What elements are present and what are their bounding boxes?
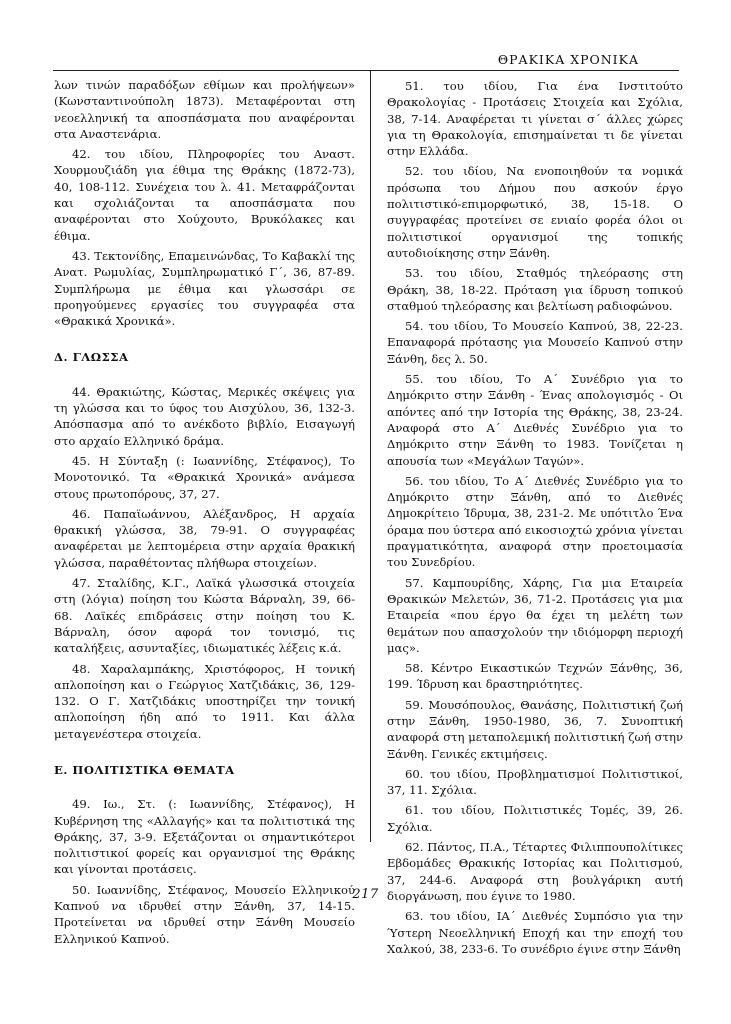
entry-52: 52. του ιδίου, Να ενοποιηθούν τα νομικά πρόσωπα του Δήμου που ασκούν έργο πολιτιστικό-επιμορφωτικό, 38, 15-18. Ο συγγραφέας προτείνει σε ενιαίο φορέα όλοι οι πολιτιστικοί οργανισμοί της τοπικής αυτοδιοίκησης στην Ξάνθη. — [387, 164, 683, 260]
entry-51: 51. του ιδίου, Για ένα Ινστιτούτο Θρακολογίας - Προτάσεις Στοιχεία και Σχόλια, 38, 7-14. Αναφέρεται τι γίνεται σ΄ άλλες χώρες για τη Θρακολογία, επισημαίνεται τι δε γίνεται στην Ελλάδα. — [387, 79, 683, 159]
entry-56: 56. του ιδίου, Το Α΄ Διεθνές Συνέδριο για το Δημόκριτο στην Ξάνθη, από το Διεθνές Δημοκρίτειο Ίδρυμα, 38, 231-2. Με υπότιτλο Ένα όραμα που ύστερα από εικοσιοχτώ χρόνια γίνεται πραγματικότητα, αναφορά στην προετοιμασία του Συνεδρίου. — [387, 473, 683, 570]
entry-44: 44. Θρακιώτης, Κώστας, Μερικές σκέψεις για τη γλώσσα και το ύφος του Αισχύλου, 36, 132-3. Απόσπασμα από το ανέκδοτο βιβλίο, Εισαγωγή στο αρχαίο Ελληνικό δράμα. — [54, 384, 355, 448]
entry-48: 48. Χαραλαμπάκης, Χριστόφορος, Η τονική απλοποίηση και ο Γεώργιος Χατζιδάκις, 36, 129-132. Ο Γ. Χατζιδάκις υποστηρίζει την τονική απλοποίηση ήδη από το 1911. Και άλλα μεταγενέστερα στοιχεία. — [54, 661, 355, 741]
entry-45: 45. Η Σύνταξη (: Ιωαννίδης, Στέφανος), Το Μονοτονικό. Τα «Θρακικά Χρονικά» ανάμεσα στους πρωτοπόρους, 37, 27. — [54, 453, 355, 501]
entry-50: 50. Ιωαννίδης, Στέφανος, Μουσείο Ελληνικού Καπνού να ιδρυθεί στην Ξάνθη, 37, 14-15. Προτείνεται να ιδρυθεί στην Ξάνθη Μουσείο Ελληνικού Καπνού. — [54, 882, 355, 946]
section-heading-cultural: Ε. ΠΟΛΙΤΙΣΤΙΚΑ ΘΕΜΑΤΑ — [54, 762, 235, 777]
entry-61: 61. του ιδίου, Πολιτιστικές Τομές, 39, 26. Σχόλια. — [387, 803, 683, 834]
entry-62: 62. Πάντος, Π.Α., Τέταρτες Φιλιππουπολίτικες Εβδομάδες Θρακικής Ιστορίας και Πολιτισμού, 37, 244-6. Αναφορά στη βουλγάρικη αυτή διοργάνωση, που έγινε το 1980. — [387, 840, 683, 903]
page-number: 217 — [352, 887, 379, 902]
entry-58: 58. Κέντρο Εικαστικών Τεχνών Ξάνθης, 36, 199. Ίδρυση και δραστηριότητες. — [387, 661, 683, 692]
entry-57: 57. Καμπουρίδης, Χάρης, Για μια Εταιρεία Θρακικών Μελετών, 36, 71-2. Προτάσεις για μια Εταιρεία «που έργο θα έχει τη μελέτη των θεμάτων που απασχολούν την ιδιόμορφη περιοχή μας». — [387, 575, 683, 655]
entry-42: 42. του ιδίου, Πληροφορίες του Αναστ. Χουρμουζιάδη για έθιμα της Θράκης (1872-73), 40, 108-112. Συνέχεια του λ. 41. Μεταφράζονται και σχολιάζονται τα αποσπάσματα που αναφέρονται στο Χούχουτο, Βρυκόλακες και έθιμα. — [54, 147, 355, 243]
entry-54: 54. του ιδίου, Το Μουσείο Καπνού, 38, 22-23. Επαναφορά πρότασης για Μουσείο Καπνού στην Ξάνθη, δες λ. 50. — [387, 319, 683, 366]
entry-43: 43. Τεκτονίδης, Επαμεινώνδας, Το Καβακλί της Ανατ. Ρωμυλίας, Συμπληρωματικό Γ΄, 36, 87-89. Συμπλήρωμα με έθιμα και γλωσσάρι σε προηγούμενες εργασίες του συγγραφέα στα «Θρακικά Χρονικά». — [54, 248, 355, 329]
entry-49: 49. Ιω., Στ. (: Ιωαννίδης, Στέφανος), Η Κυβέρνηση της «Αλλαγής» και τα πολιτιστικά της Θράκης, 37, 3-9. Εξετάζονται οι σημαντικότεροι πολιτιστικοί φορείς και οργανισμοί της Θράκης και γίνονται προτάσεις. — [54, 797, 355, 877]
journal-title: ΘΡΑΚΙΚΑ ΧΡΟΝΙΚΑ — [497, 52, 639, 67]
entry-55: 55. του ιδίου, Το Α΄ Συνέδριο για το Δημόκριτο στην Ξάνθη - Ένας απολογισμός - Οι απόντες από την Ιστορία της Θράκης, 38, 23-24. Αναφορά στο Α΄ Διεθνές Συνέδριο για το Δημόκριτο στην Ξάνθη το 1983. Τονίζεται η απουσία των «Μεγάλων Ταγών». — [387, 372, 683, 468]
entry-63: 63. του ιδίου, ΙΑ΄ Διεθνές Συμπόσιο για την Ύστερη Νεοελληνική Εποχή και την εποχή του Χαλκού, 38, 233-6. Το συνέδριο έγινε στην Ξάνθη — [387, 909, 683, 956]
column-divider — [370, 70, 371, 842]
entry-59: 59. Μουσόπουλος, Θανάσης, Πολιτιστική ζωή στην Ξάνθη, 1950-1980, 36, 7. Συνοπτική αναφορά στη μεταπολεμική πολιτιστική ζωή στην Ξάνθη. Γενικές εκτιμήσεις. — [387, 697, 683, 761]
entry-60: 60. του ιδίου, Προβληματισμοί Πολιτιστικοί, 37, 11. Σχόλια. — [387, 766, 683, 798]
running-header — [53, 8, 679, 71]
entry-53: 53. του ιδίου, Σταθμός τηλεόρασης στη Θράκη, 38, 18-22. Πρόταση για ίδρυση τοπικού σταθμού τηλεόρασης και βελτίωση ραδιοφώνου. — [387, 266, 683, 313]
entry-47: 47. Σταλίδης, Κ.Γ., Λαϊκά γλωσσικά στοιχεία στη (λόγια) ποίηση του Κώστα Βάρναλη, 39, 66-68. Λαϊκές επιδράσεις στην ποίηση του Κ. Βάρναλη, όσον αφορά τον τονισμό, τις καταλήξεις, ασυνταξίες, ιδιωματικές λέξεις κ.ά. — [54, 576, 355, 656]
right-column — [387, 78, 683, 961]
section-heading-language: Δ. ΓΛΩΣΣΑ — [54, 350, 129, 365]
entry-46: 46. Παπαϊωάννου, Αλέξανδρος, Η αρχαία θρακική γλώσσα, 38, 79-91. Ο συγγραφέας αναφέρεται με λεπτομέρεια στην αρχαία θρακική γλώσσα, παραθέτοντας πλήθωρα στοιχείων. — [54, 506, 355, 570]
left-column — [54, 77, 355, 951]
entry-text: λων τινών παραδόξων εθίμων και προλήψεων» (Κωνσταντινούπολη 1873). Μεταφέρονται στη νεοελληνική τα αποσπάσματα που αναφέρονται στα Αναστενάρια. — [54, 78, 355, 141]
